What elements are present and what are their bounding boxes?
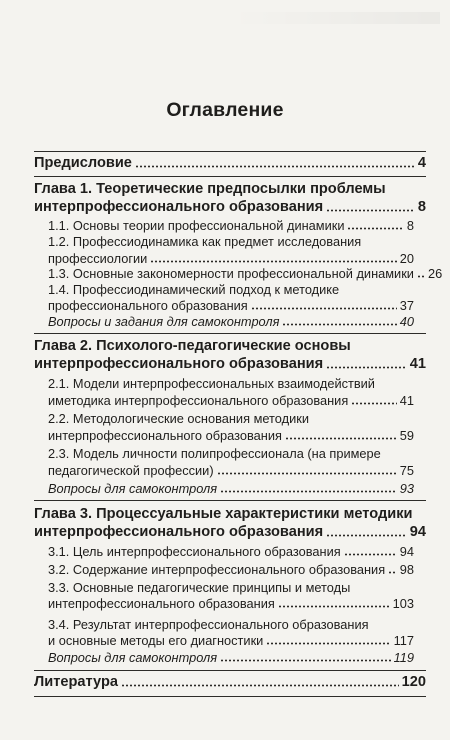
toc-entry-label: иметодика интерпрофессионального образования xyxy=(48,393,349,408)
toc-entry-label: интерпрофессионального образования xyxy=(34,356,324,372)
toc-entry-label: Литература xyxy=(34,674,118,690)
toc-page-number: 8 xyxy=(406,218,414,233)
leader-dots xyxy=(344,553,397,556)
toc-chapter-3-title[interactable]: Глава 3. Процессуальные характеристики методики xyxy=(34,506,413,522)
toc-chapter-3[interactable] xyxy=(34,524,426,540)
toc-literature[interactable] xyxy=(34,674,426,690)
toc-page-number: 41 xyxy=(409,356,426,372)
toc-entry-label: интерпрофессионального образования xyxy=(48,428,282,443)
bottom-rule xyxy=(34,696,426,697)
toc-page-number: 117 xyxy=(393,633,414,648)
section-rule xyxy=(34,333,426,334)
leader-dots xyxy=(388,571,397,574)
toc-page-number: 94 xyxy=(409,524,426,540)
toc-section-2-1[interactable] xyxy=(48,393,414,408)
leader-dots xyxy=(417,275,425,278)
toc-page-number: 20 xyxy=(399,251,414,266)
leader-dots xyxy=(285,437,397,440)
leader-dots xyxy=(278,605,390,608)
toc-page-number: 8 xyxy=(417,199,426,215)
toc-questions-1[interactable] xyxy=(48,314,414,329)
title-rule xyxy=(34,151,426,152)
section-rule xyxy=(34,500,426,501)
leader-dots xyxy=(150,260,396,263)
toc-section-1-3[interactable] xyxy=(48,266,443,281)
leader-dots xyxy=(135,165,415,168)
toc-questions-2[interactable] xyxy=(48,481,414,496)
toc-entry-label: интерпрофессионального образования xyxy=(34,524,324,540)
paper-shadow xyxy=(230,12,440,24)
toc-section-3-3-title[interactable]: 3.3. Основные педагогические принципы и методы xyxy=(48,580,351,595)
toc-entry-label: и основные методы его диагностики xyxy=(48,633,264,648)
leader-dots xyxy=(347,227,403,230)
toc-section-3-3[interactable] xyxy=(48,596,414,611)
toc-section-3-1[interactable] xyxy=(48,544,414,559)
toc-page-number: 119 xyxy=(393,650,414,665)
leader-dots xyxy=(266,642,390,645)
toc-questions-3[interactable] xyxy=(48,650,414,665)
leader-dots xyxy=(217,472,397,475)
toc-section-1-2[interactable] xyxy=(48,251,414,266)
toc-section-2-3-title[interactable]: 2.3. Модель личности полипрофессионала (на примере xyxy=(48,446,381,461)
section-rule xyxy=(34,176,426,177)
leader-dots xyxy=(326,209,415,212)
toc-section-2-1-title[interactable]: 2.1. Модели интерпрофессиональных взаимодействий xyxy=(48,376,375,391)
leader-dots xyxy=(282,323,396,326)
leader-dots xyxy=(220,490,397,493)
section-rule xyxy=(34,670,426,671)
toc-entry-label: Предисловие xyxy=(34,155,132,171)
toc-chapter-2-title[interactable]: Глава 2. Психолого-педагогические основы xyxy=(34,338,351,354)
toc-entry-label: 3.1. Цель интерпрофессионального образования xyxy=(48,544,341,559)
leader-dots xyxy=(326,534,407,537)
toc-page-number: 59 xyxy=(399,428,414,443)
page-title: Оглавление xyxy=(166,99,284,121)
toc-section-3-2[interactable] xyxy=(48,562,414,577)
toc-chapter-1-title[interactable]: Глава 1. Теоретические предпосылки проблемы xyxy=(34,181,386,197)
toc-section-1-2-title[interactable]: 1.2. Профессиодинамика как предмет исследования xyxy=(48,234,362,249)
toc-entry-label: 3.2. Содержание интерпрофессионального образования xyxy=(48,562,386,577)
toc-page-number: 120 xyxy=(401,674,426,690)
toc-page-number: 4 xyxy=(417,155,426,171)
toc-page-number: 98 xyxy=(399,562,414,577)
leader-dots xyxy=(326,366,407,369)
toc-section-1-4-title[interactable]: 1.4. Профессиодинамический подход к методике xyxy=(48,282,340,297)
toc-page-number: 26 xyxy=(427,266,443,281)
toc-entry-label: педагогической профессии) xyxy=(48,463,214,478)
toc-entry-label: профессионального образования xyxy=(48,298,248,313)
toc-section-1-1[interactable] xyxy=(48,218,414,233)
toc-entry-label: интепрофессионального образования xyxy=(48,596,275,611)
toc-entry-label: 1.3. Основные закономерности профессиональной динамики xyxy=(48,266,414,281)
toc-section-3-4-title[interactable]: 3.4. Результат интерпрофессионального образования xyxy=(48,617,369,632)
toc-section-3-4[interactable] xyxy=(48,633,414,648)
toc-preface[interactable] xyxy=(34,155,426,171)
toc-section-2-3[interactable] xyxy=(48,463,414,478)
leader-dots xyxy=(251,307,397,310)
toc-page-number: 75 xyxy=(399,463,414,478)
toc-entry-label: интерпрофессионального образования xyxy=(34,199,324,215)
toc-chapter-1[interactable] xyxy=(34,199,426,215)
toc-page-number: 41 xyxy=(399,393,414,408)
toc-chapter-2[interactable] xyxy=(34,356,426,372)
toc-page-number: 94 xyxy=(399,544,414,559)
toc-page-number: 37 xyxy=(399,298,414,313)
toc-entry-label: Вопросы для самоконтроля xyxy=(48,481,218,496)
toc-entry-label: Вопросы и задания для самоконтроля xyxy=(48,314,280,329)
toc-section-1-4[interactable] xyxy=(48,298,414,313)
toc-section-2-2-title[interactable]: 2.2. Методологические основания методики xyxy=(48,411,309,426)
toc-page-number: 40 xyxy=(399,314,414,329)
toc-entry-label: профессиологии xyxy=(48,251,148,266)
leader-dots xyxy=(220,659,390,662)
toc-entry-label: Вопросы для самоконтроля xyxy=(48,650,218,665)
leader-dots xyxy=(351,402,397,405)
leader-dots xyxy=(121,684,399,687)
toc-entry-label: 1.1. Основы теории профессиональной динамики xyxy=(48,218,345,233)
toc-section-2-2[interactable] xyxy=(48,428,414,443)
toc-page-number: 93 xyxy=(399,481,414,496)
toc-page-number: 103 xyxy=(392,596,414,611)
